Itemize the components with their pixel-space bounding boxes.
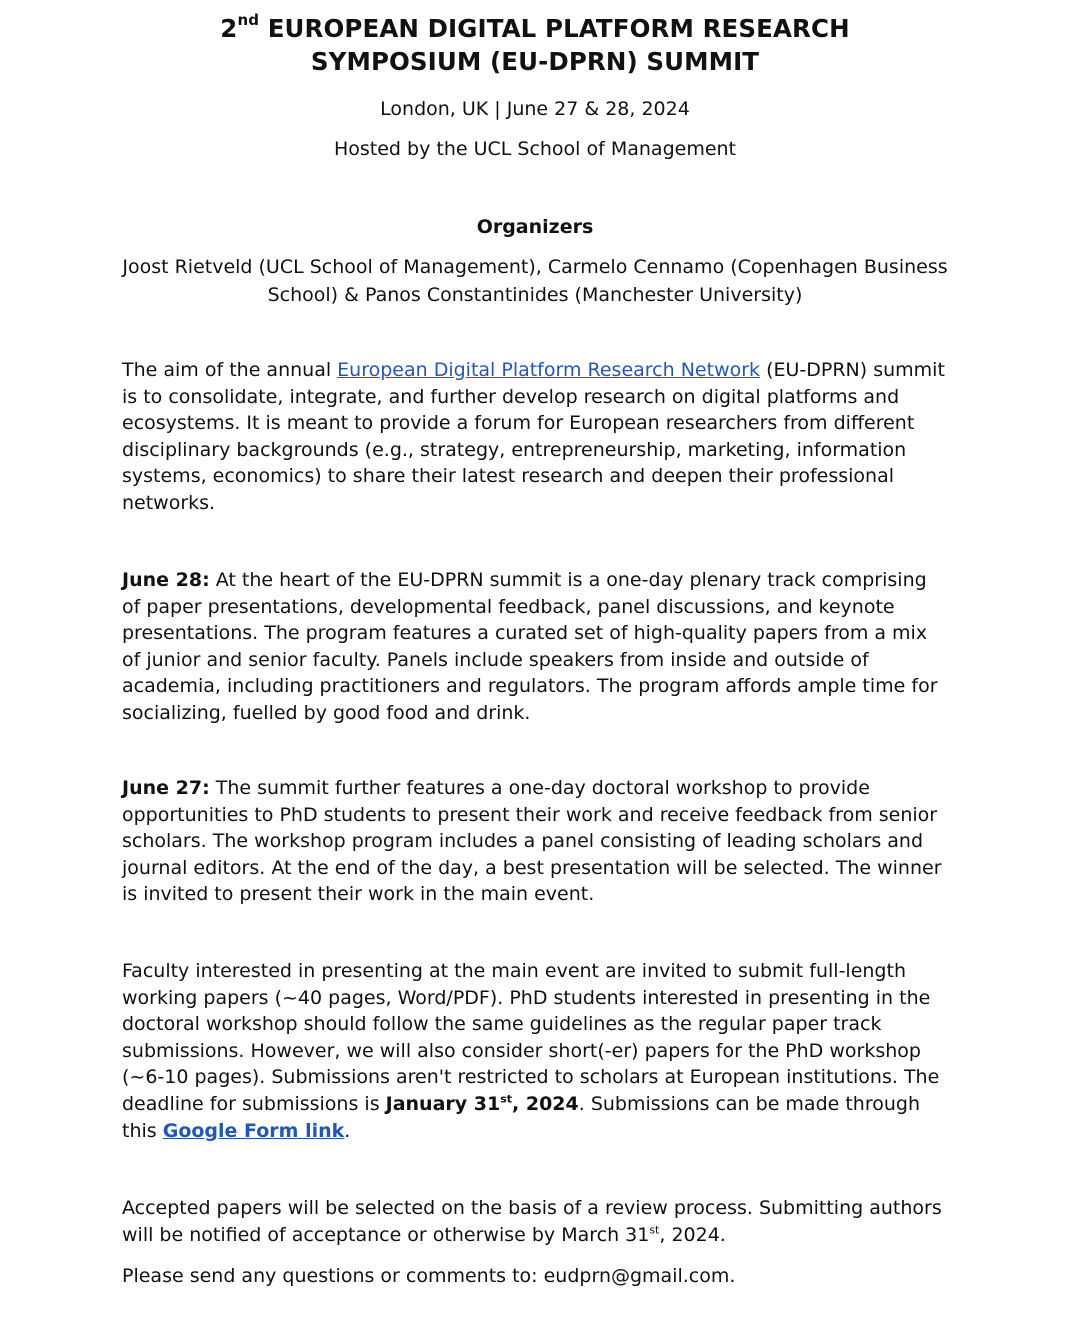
acceptance-end: , 2024. [659, 1223, 726, 1246]
june-27-text: The summit further features a one-day doctoral workshop to provide opportunities to PhD students to present their work and receive feedback from senior scholars. The workshop program includes a panel consisting of leading scholars and journal editors. At the end of the day, a best presentation will be selected. The winner is invited to present their work in the main event. [122, 777, 942, 906]
location-date: London, UK | June 27 & 28, 2024 [380, 98, 690, 120]
title-line-1 [0, 12, 1070, 45]
intro-text-before-link: The aim of the annual [122, 359, 338, 381]
acceptance-paragraph [122, 1195, 947, 1248]
google-form-link[interactable]: Google Form link [162, 1119, 345, 1142]
june-27-paragraph [122, 775, 947, 908]
submission-deadline [386, 1093, 579, 1115]
acceptance-ordinal-suffix: st [649, 1223, 660, 1237]
june-28-text: At the heart of the EU-DPRN summit is a one-day plenary track comprising of paper presentations, developmental feedback, panel discussions, and keynote presentations. The program features a curated set of high-quality papers from a mix of junior and senior faculty. Panels include speakers from inside and outside of academia, including practitioners and regulators. The program affords ample time for socializing, fuelled by good food and drink. [122, 569, 938, 724]
deadline-year: , 2024 [512, 1092, 579, 1115]
intro-paragraph [122, 357, 947, 517]
deadline-ordinal-suffix: st [500, 1092, 513, 1106]
contact-paragraph: Please send any questions or comments to: eudprn@gmail.com. [122, 1265, 736, 1287]
intro-text-after-link: (EU-DPRN) summit is to consolidate, integrate, and further develop research on digital platforms and ecosystems. It is meant to provide a forum for European researchers from different disciplinary backgrounds (e.g., strategy, entrepreneurship, marketing, information systems, economics) to share their latest research and deepen their professional networks. [122, 359, 945, 514]
deadline-day: January 31 [385, 1092, 501, 1115]
title-ordinal-number: 2 [220, 14, 238, 43]
title-line-2: SYMPOSIUM (EU-DPRN) SUMMIT [310, 47, 760, 76]
june-27-label: June 27: [122, 777, 210, 799]
host-line: Hosted by the UCL School of Management [333, 138, 737, 160]
title-line-1-text: EUROPEAN DIGITAL PLATFORM RESEARCH [259, 14, 850, 43]
title-ordinal-suffix: nd [237, 10, 260, 29]
page-title [0, 12, 1070, 78]
submission-end: . [344, 1119, 351, 1142]
organizers-names: Joost Rietveld (UCL School of Management), Carmelo Cennamo (Copenhagen Business School) & Panos Constantinides (Manchester University) [122, 256, 948, 306]
acceptance-text: Accepted papers will be selected on the basis of a review process. Submitting authors will be notified of acceptance or otherwise by March 31 [122, 1197, 942, 1246]
submission-paragraph [122, 958, 947, 1144]
submission-text: Faculty interested in presenting at the main event are invited to submit full-length working papers (~40 pages, Word/PDF). PhD students interested in presenting in the doctoral workshop should follow the same guidelines as the regular paper track submissions. However, we will also consider short(-er) papers for the PhD workshop (~6-10 pages). Submissions aren't restricted to scholars at European institutions. The deadline for submissions is [122, 960, 940, 1115]
june-28-label: June 28: [122, 569, 210, 591]
submission-text-after-deadline: . Submissions can be made through this [122, 1092, 921, 1142]
june-28-paragraph [122, 567, 947, 727]
eu-dprn-network-link[interactable]: European Digital Platform Research Network [337, 359, 761, 381]
organizers-heading: Organizers [476, 216, 594, 238]
